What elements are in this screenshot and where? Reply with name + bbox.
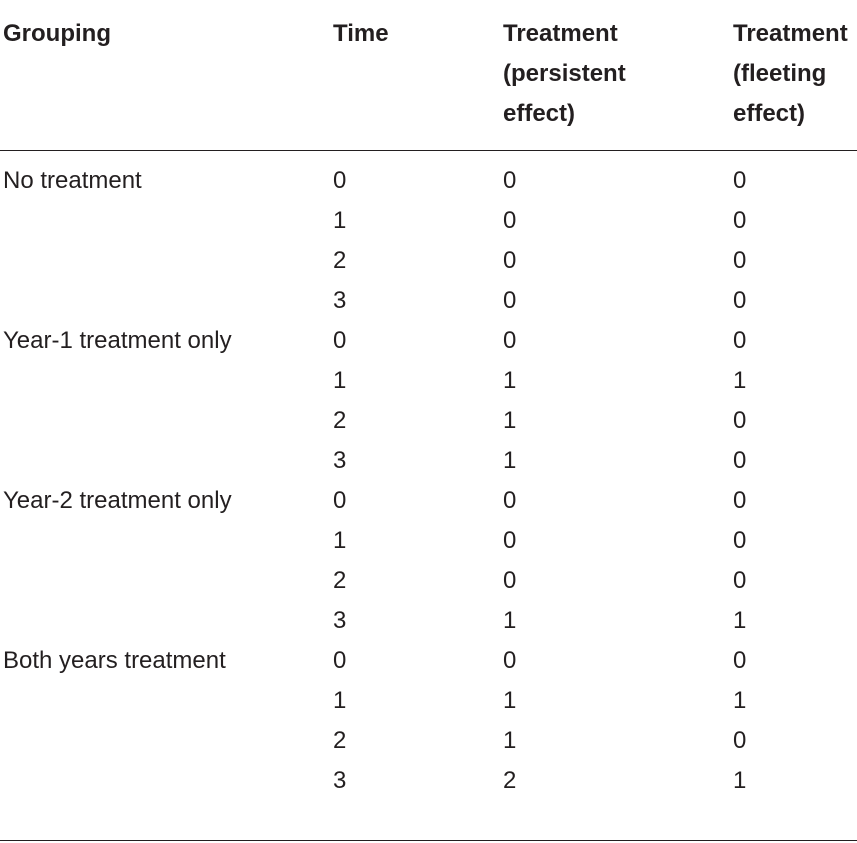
- cell-time: 1: [333, 527, 347, 554]
- cell-treatment-persistent: 1: [503, 727, 517, 754]
- cell-treatment-persistent: 0: [503, 567, 517, 594]
- table-row: [0, 601, 857, 641]
- cell-time: 3: [333, 607, 347, 634]
- cell-time: 2: [333, 727, 347, 754]
- cell-treatment-fleeting: 0: [733, 527, 747, 554]
- cell-treatment-persistent: 1: [503, 687, 517, 714]
- cell-treatment-fleeting: 0: [733, 247, 747, 274]
- cell-treatment-persistent: 0: [503, 327, 517, 354]
- cell-treatment-fleeting: 0: [733, 407, 747, 434]
- header-divider: [0, 150, 857, 151]
- cell-time: 2: [333, 247, 347, 274]
- table-row: [0, 161, 857, 201]
- cell-time: 0: [333, 487, 347, 514]
- cell-treatment-persistent: 1: [503, 607, 517, 634]
- cell-time: 2: [333, 567, 347, 594]
- cell-treatment-persistent: 0: [503, 207, 517, 234]
- cell-time: 2: [333, 407, 347, 434]
- cell-treatment-persistent: 1: [503, 407, 517, 434]
- cell-grouping: Year-2 treatment only: [3, 487, 232, 514]
- cell-treatment-persistent: 2: [503, 767, 517, 794]
- cell-grouping: Year-1 treatment only: [3, 327, 232, 354]
- cell-treatment-persistent: 0: [503, 167, 517, 194]
- cell-time: 1: [333, 687, 347, 714]
- cell-grouping: Both years treatment: [3, 647, 226, 674]
- cell-time: 0: [333, 647, 347, 674]
- table-row: [0, 641, 857, 681]
- table-row: [0, 281, 857, 321]
- cell-treatment-persistent: 0: [503, 527, 517, 554]
- table-row: [0, 441, 857, 481]
- cell-treatment-fleeting: 1: [733, 607, 747, 634]
- table-row: [0, 201, 857, 241]
- cell-time: 0: [333, 167, 347, 194]
- cell-time: 3: [333, 287, 347, 314]
- cell-grouping: No treatment: [3, 167, 142, 194]
- column-header-time: Time: [333, 20, 389, 47]
- table-row: [0, 561, 857, 601]
- cell-time: 3: [333, 447, 347, 474]
- column-header-grouping: Grouping: [3, 20, 111, 47]
- table-bottom-rule: [0, 840, 857, 841]
- table-row: [0, 481, 857, 521]
- cell-treatment-persistent: 1: [503, 447, 517, 474]
- cell-treatment-persistent: 1: [503, 367, 517, 394]
- table-row: [0, 521, 857, 561]
- table-row: [0, 761, 857, 801]
- column-header-treatment-persistent: Treatment (persistent effect): [503, 20, 626, 127]
- cell-treatment-fleeting: 0: [733, 727, 747, 754]
- table-row: [0, 241, 857, 281]
- cell-treatment-fleeting: 0: [733, 447, 747, 474]
- cell-treatment-fleeting: 0: [733, 207, 747, 234]
- table-header: [0, 0, 857, 150]
- cell-time: 0: [333, 327, 347, 354]
- cell-treatment-fleeting: 0: [733, 327, 747, 354]
- table-body: [0, 161, 857, 801]
- table-row: [0, 721, 857, 761]
- cell-treatment-fleeting: 0: [733, 567, 747, 594]
- cell-treatment-fleeting: 0: [733, 287, 747, 314]
- cell-treatment-persistent: 0: [503, 647, 517, 674]
- cell-treatment-fleeting: 0: [733, 167, 747, 194]
- cell-time: 3: [333, 767, 347, 794]
- cell-treatment-persistent: 0: [503, 287, 517, 314]
- table-row: [0, 681, 857, 721]
- cell-treatment-fleeting: 1: [733, 767, 747, 794]
- cell-treatment-fleeting: 0: [733, 487, 747, 514]
- cell-time: 1: [333, 367, 347, 394]
- table-row: [0, 321, 857, 361]
- cell-treatment-persistent: 0: [503, 247, 517, 274]
- table-row: [0, 361, 857, 401]
- cell-treatment-fleeting: 1: [733, 687, 747, 714]
- cell-treatment-persistent: 0: [503, 487, 517, 514]
- cell-treatment-fleeting: 0: [733, 647, 747, 674]
- cell-treatment-fleeting: 1: [733, 367, 747, 394]
- column-header-treatment-fleeting: Treatment (fleeting effect): [733, 20, 848, 127]
- cell-time: 1: [333, 207, 347, 234]
- table-row: [0, 401, 857, 441]
